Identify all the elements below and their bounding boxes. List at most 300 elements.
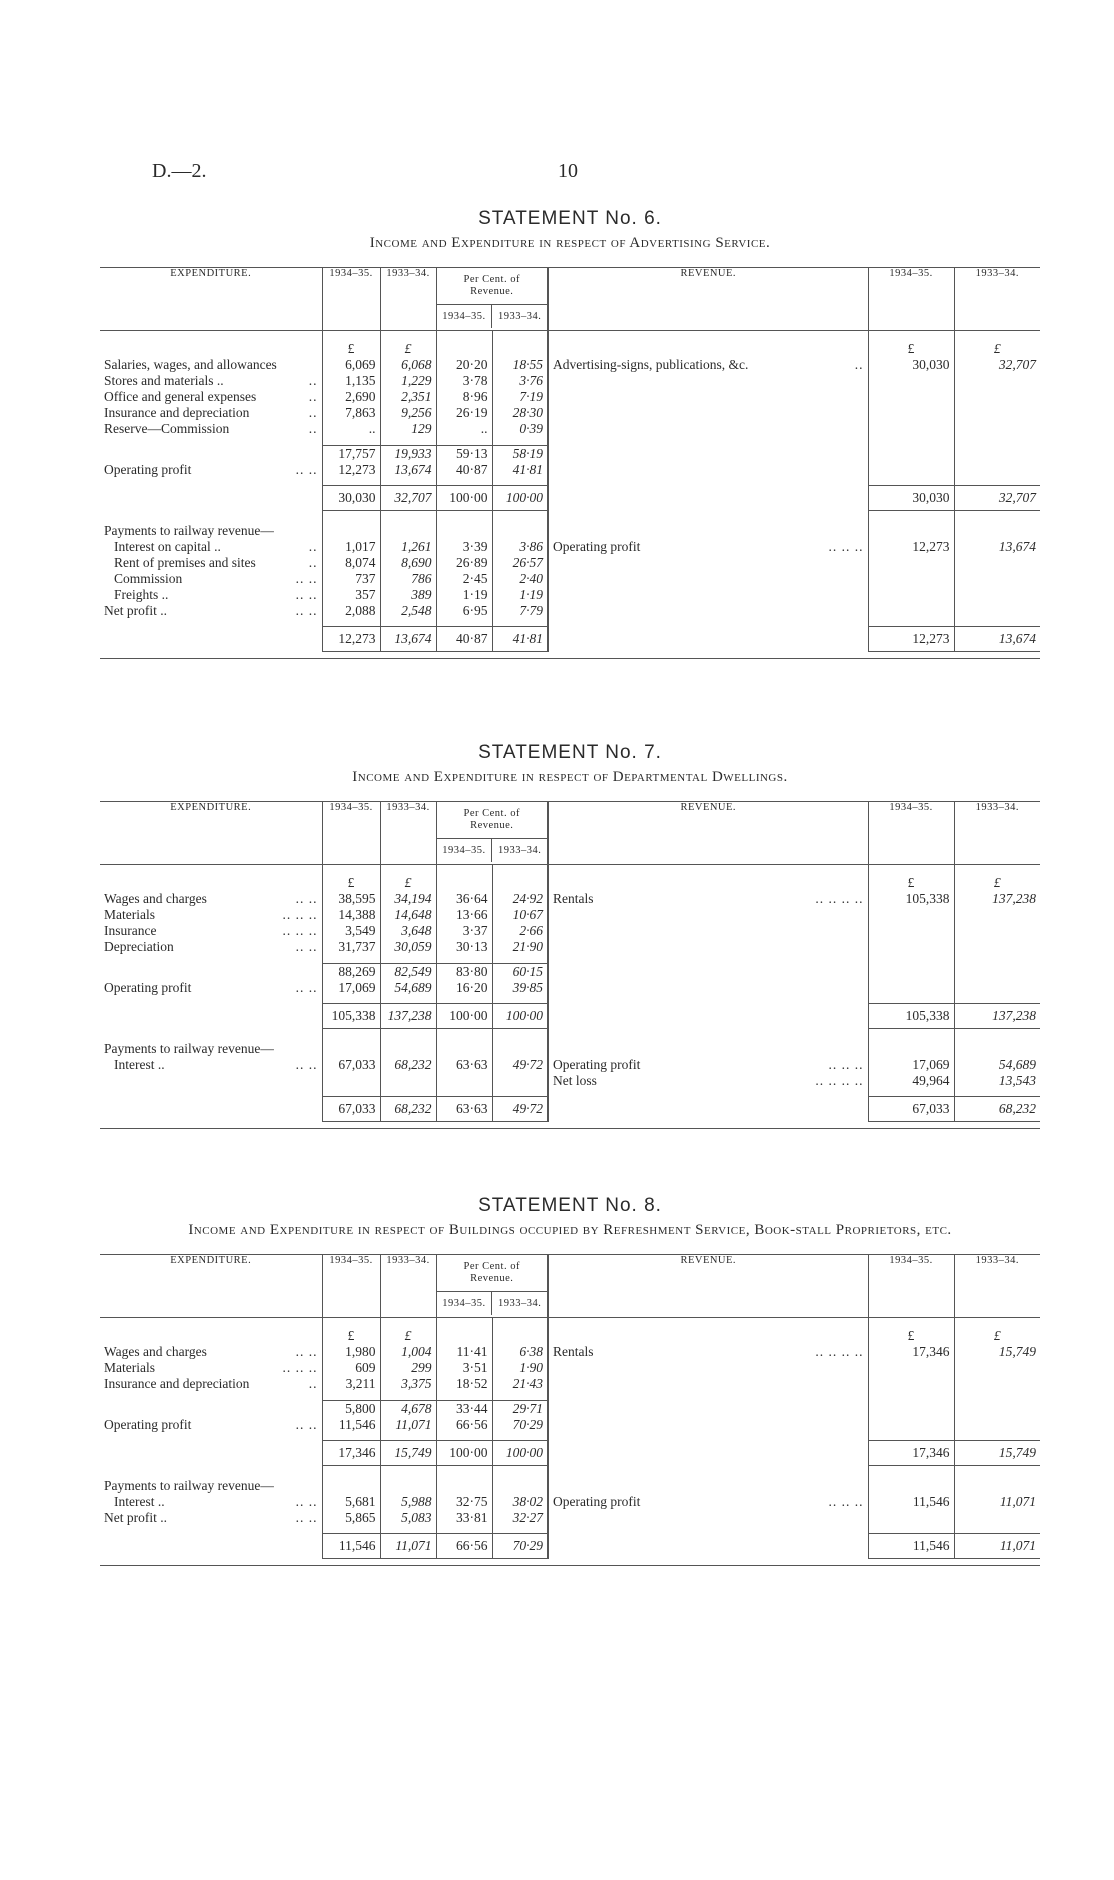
rev-value-b: 32,707	[954, 357, 1040, 373]
subtotal-a: 17,757	[322, 445, 380, 462]
table-row	[100, 1478, 1040, 1494]
leader-dots: ..	[308, 405, 318, 420]
pound-sign: £	[868, 875, 954, 891]
per-cent-label: Per Cent. of	[463, 1261, 520, 1272]
value-b: 389	[380, 587, 436, 603]
value-a: 7,863	[322, 405, 380, 421]
total-pct-a: 66·56	[436, 1534, 492, 1559]
pct-a: 3·78	[436, 373, 492, 389]
profit-pct-a: 40·87	[436, 462, 492, 478]
total-a: 11,546	[322, 1534, 380, 1559]
leader-dots: .. ..	[295, 1509, 318, 1525]
pct-b: 24·92	[492, 891, 548, 907]
pct-b: 7·79	[492, 603, 548, 619]
total-a: 30,030	[322, 486, 380, 511]
pound-sign: £	[322, 875, 380, 891]
profit-b: 11,071	[380, 1417, 436, 1433]
value-b: 129	[380, 421, 436, 437]
value-a: 67,033	[322, 1057, 380, 1073]
year-b-heading: 1933–34.	[380, 268, 436, 331]
year-a-heading: 1934–35.	[322, 268, 380, 331]
rev-value-b: 54,689	[954, 1057, 1040, 1073]
table-row	[100, 1057, 1040, 1073]
pct-year-a-heading: 1934–35.	[442, 845, 486, 856]
leader-dots: .. ..	[295, 602, 318, 618]
pound-sign: £	[322, 341, 380, 357]
pct-a: 8·96	[436, 389, 492, 405]
year-b-heading: 1933–34.	[380, 1255, 436, 1318]
value-a: 1,135	[322, 373, 380, 389]
value-a: 38,595	[322, 891, 380, 907]
table-row	[100, 523, 1040, 539]
pct-b: 1·90	[492, 1360, 548, 1376]
revenue-heading: REVENUE.	[548, 1255, 868, 1318]
value-a: 5,865	[322, 1510, 380, 1526]
pct-a: 33·81	[436, 1510, 492, 1526]
pct-a: ..	[436, 421, 492, 437]
revenue-label: Rentals	[553, 1344, 594, 1359]
per-cent-heading	[436, 268, 548, 331]
profit-a: 17,069	[322, 980, 380, 996]
value-b: 68,232	[380, 1057, 436, 1073]
expense-label: Net profit ..	[104, 602, 167, 618]
rev-total-a: 17,346	[868, 1441, 954, 1466]
rev-total-a: 12,273	[868, 627, 954, 652]
expense-label: Salaries, wages, and allowances	[104, 357, 277, 372]
expense-label: Insurance and depreciation	[104, 405, 250, 420]
value-a: 8,074	[322, 555, 380, 571]
table-row	[100, 421, 1040, 437]
expenditure-heading: EXPENDITURE.	[100, 802, 322, 865]
subtotal-a: 88,269	[322, 963, 380, 980]
table-row	[100, 1344, 1040, 1360]
rev-year-b-heading: 1933–34.	[954, 1255, 1040, 1318]
statement-title: STATEMENT No. 8.	[478, 1195, 662, 1216]
value-a: 609	[322, 1360, 380, 1376]
leader-dots: .. ..	[295, 586, 318, 602]
statement-title: STATEMENT No. 6.	[478, 208, 662, 229]
leader-dots: .. ..	[295, 1493, 318, 1509]
statement-table	[100, 1254, 1040, 1566]
rev-value-a: 12,273	[868, 539, 954, 555]
leader-dots: ..	[308, 538, 318, 554]
revenue-word: Revenue.	[470, 820, 514, 831]
value-b: 1,261	[380, 539, 436, 555]
value-b: 2,351	[380, 389, 436, 405]
table-row	[100, 1073, 1040, 1089]
subtotal-b: 82,549	[380, 963, 436, 980]
value-a: 14,388	[322, 907, 380, 923]
pound-sign: £	[380, 875, 436, 891]
total-row	[100, 1534, 1040, 1559]
table-row	[100, 571, 1040, 587]
table-row	[100, 1360, 1040, 1376]
leader-dots: .. .. ..	[282, 1360, 318, 1375]
pct-b: 21·90	[492, 939, 548, 955]
rev-total-b: 15,749	[954, 1441, 1040, 1466]
pound-sign: £	[868, 1328, 954, 1344]
profit-b: 13,674	[380, 462, 436, 478]
subtotal-row	[100, 1400, 1040, 1417]
value-b: 8,690	[380, 555, 436, 571]
pct-b: 49·72	[492, 1057, 548, 1073]
total-a: 105,338	[322, 1004, 380, 1029]
series-code: D.—2.	[152, 160, 207, 182]
pct-year-b-heading: 1933–34.	[491, 839, 547, 862]
expenditure-heading: EXPENDITURE.	[100, 1255, 322, 1318]
rev-value-a: 17,346	[868, 1344, 954, 1360]
pct-a: 3·37	[436, 923, 492, 939]
rev-value-a: 11,546	[868, 1494, 954, 1510]
rev-total-a: 11,546	[868, 1534, 954, 1559]
value-b: 30,059	[380, 939, 436, 955]
statement-8	[100, 1195, 1040, 1566]
operating-profit-row	[100, 980, 1040, 996]
rev-value-a: 30,030	[868, 357, 954, 373]
section-heading: Payments to railway revenue—	[104, 1477, 274, 1493]
table-row	[100, 1041, 1040, 1057]
pct-a: 3·39	[436, 539, 492, 555]
pct-b: 3·76	[492, 373, 548, 389]
table-header	[100, 268, 1040, 331]
value-a: ..	[322, 421, 380, 437]
per-cent-heading	[436, 1255, 548, 1318]
value-b: 1,229	[380, 373, 436, 389]
value-b: 2,548	[380, 603, 436, 619]
total-pct-b: 41·81	[492, 627, 548, 652]
rev-value-b: 137,238	[954, 891, 1040, 907]
statement-7	[100, 742, 1040, 1129]
value-b: 786	[380, 571, 436, 587]
statement-6	[100, 208, 1040, 659]
leader-dots: ..	[308, 1376, 318, 1391]
pct-a: 36·64	[436, 891, 492, 907]
table-header	[100, 802, 1040, 865]
profit-a: 12,273	[322, 462, 380, 478]
pound-sign: £	[954, 875, 1040, 891]
rev-total-b: 32,707	[954, 486, 1040, 511]
leader-dots: .. .. .. ..	[815, 891, 864, 906]
pct-b: 18·55	[492, 357, 548, 373]
total-b: 32,707	[380, 486, 436, 511]
subtotal-b: 4,678	[380, 1400, 436, 1417]
total-b: 15,749	[380, 1441, 436, 1466]
total-row	[100, 627, 1040, 652]
operating-profit-row	[100, 462, 1040, 478]
pct-b: 32·27	[492, 1510, 548, 1526]
expense-label: Insurance	[104, 923, 157, 938]
pct-b: 0·39	[492, 421, 548, 437]
rev-value-a: 105,338	[868, 891, 954, 907]
leader-dots: .. ..	[295, 1416, 318, 1432]
pct-b: 3·86	[492, 539, 548, 555]
total-row	[100, 1004, 1040, 1029]
subtotal-pct-a: 59·13	[436, 445, 492, 462]
pct-b: 6·38	[492, 1344, 548, 1360]
value-a: 6,069	[322, 357, 380, 373]
revenue-heading: REVENUE.	[548, 802, 868, 865]
pct-year-b-heading: 1933–34.	[491, 1292, 547, 1315]
total-a: 17,346	[322, 1441, 380, 1466]
pound-sign: £	[322, 1328, 380, 1344]
value-a: 2,088	[322, 603, 380, 619]
pct-b: 21·43	[492, 1376, 548, 1392]
leader-dots: ..	[308, 421, 318, 436]
expense-label: Reserve—Commission	[104, 421, 230, 436]
pound-sign: £	[868, 341, 954, 357]
pct-year-a-heading: 1934–35.	[442, 1298, 486, 1309]
pct-a: 30·13	[436, 939, 492, 955]
leader-dots: .. ..	[295, 461, 318, 477]
profit-pct-a: 66·56	[436, 1417, 492, 1433]
expense-label: Materials	[104, 1360, 155, 1375]
rev-year-b-heading: 1933–34.	[954, 268, 1040, 331]
subtotal-pct-b: 60·15	[492, 963, 548, 980]
pct-b: 10·67	[492, 907, 548, 923]
revenue-label: Operating profit	[553, 1493, 641, 1509]
expense-label: Stores and materials ..	[104, 373, 224, 388]
profit-pct-a: 16·20	[436, 980, 492, 996]
leader-dots: .. .. ..	[282, 907, 318, 922]
value-a: 2,690	[322, 389, 380, 405]
rev-total-a: 105,338	[868, 1004, 954, 1029]
subtotal-pct-a: 83·80	[436, 963, 492, 980]
revenue-label: Operating profit	[553, 1056, 641, 1072]
total-pct-b: 100·00	[492, 1441, 548, 1466]
revenue-label: Rentals	[553, 891, 594, 906]
pound-sign: £	[954, 341, 1040, 357]
subtotal-row	[100, 445, 1040, 462]
leader-dots: .. .. ..	[828, 1493, 864, 1509]
subtotal-row	[100, 963, 1040, 980]
subtotal-pct-b: 29·71	[492, 1400, 548, 1417]
total-b: 11,071	[380, 1534, 436, 1559]
table-row	[100, 907, 1040, 923]
total-pct-b: 100·00	[492, 486, 548, 511]
expense-label: Interest on capital ..	[114, 538, 221, 554]
pct-b: 26·57	[492, 555, 548, 571]
value-b: 5,083	[380, 1510, 436, 1526]
rev-year-a-heading: 1934–35.	[868, 1255, 954, 1318]
revenue-word: Revenue.	[470, 1273, 514, 1284]
expenditure-heading: EXPENDITURE.	[100, 268, 322, 331]
rev-value-b: 13,674	[954, 539, 1040, 555]
revenue-label: Advertising-signs, publications, &c.	[553, 357, 749, 372]
leader-dots: .. ..	[295, 570, 318, 586]
profit-label: Operating profit	[104, 979, 192, 995]
pct-a: 32·75	[436, 1494, 492, 1510]
expense-label: Materials	[104, 907, 155, 922]
pct-a: 18·52	[436, 1376, 492, 1392]
revenue-heading: REVENUE.	[548, 268, 868, 331]
profit-pct-b: 41·81	[492, 462, 548, 478]
total-pct-a: 40·87	[436, 627, 492, 652]
profit-pct-b: 70·29	[492, 1417, 548, 1433]
rev-total-b: 68,232	[954, 1097, 1040, 1122]
subtotal-a: 5,800	[322, 1400, 380, 1417]
total-pct-a: 100·00	[436, 1441, 492, 1466]
value-b: 34,194	[380, 891, 436, 907]
statement-table	[100, 801, 1040, 1129]
total-row	[100, 1441, 1040, 1466]
expense-label: Insurance and depreciation	[104, 1376, 250, 1391]
value-b: 3,375	[380, 1376, 436, 1392]
value-a: 357	[322, 587, 380, 603]
revenue-label: Operating profit	[553, 538, 641, 554]
expense-label: Office and general expenses	[104, 389, 257, 404]
pct-a: 1·19	[436, 587, 492, 603]
value-b: 5,988	[380, 1494, 436, 1510]
pct-b: 2·40	[492, 571, 548, 587]
value-b: 6,068	[380, 357, 436, 373]
operating-profit-row	[100, 1417, 1040, 1433]
leader-dots: ..	[308, 373, 318, 388]
year-a-heading: 1934–35.	[322, 1255, 380, 1318]
leader-dots: .. ..	[295, 891, 318, 906]
expense-label: Interest ..	[114, 1493, 165, 1509]
expense-label: Net profit ..	[104, 1509, 167, 1525]
expense-label: Interest ..	[114, 1056, 165, 1072]
per-cent-label: Per Cent. of	[463, 274, 520, 285]
table-row	[100, 891, 1040, 907]
leader-dots: .. ..	[295, 979, 318, 995]
profit-label: Operating profit	[104, 1416, 192, 1432]
pct-b: 38·02	[492, 1494, 548, 1510]
total-pct-b: 49·72	[492, 1097, 548, 1122]
rev-value-b: 13,543	[954, 1073, 1040, 1089]
subtotal-pct-b: 58·19	[492, 445, 548, 462]
pct-year-b-heading: 1933–34.	[491, 305, 547, 328]
value-a: 3,211	[322, 1376, 380, 1392]
table-row	[100, 405, 1040, 421]
year-a-heading: 1934–35.	[322, 802, 380, 865]
per-cent-heading	[436, 802, 548, 865]
value-b: 9,256	[380, 405, 436, 421]
table-row	[100, 587, 1040, 603]
value-b: 299	[380, 1360, 436, 1376]
rev-total-b: 137,238	[954, 1004, 1040, 1029]
leader-dots: ..	[308, 389, 318, 404]
section-heading: Payments to railway revenue—	[104, 1040, 274, 1056]
table-row	[100, 603, 1040, 619]
pct-a: 6·95	[436, 603, 492, 619]
table-row	[100, 939, 1040, 955]
profit-b: 54,689	[380, 980, 436, 996]
table-row	[100, 1510, 1040, 1526]
statement-title: STATEMENT No. 7.	[478, 742, 662, 763]
rev-year-a-heading: 1934–35.	[868, 802, 954, 865]
leader-dots: .. .. ..	[828, 538, 864, 554]
pct-a: 20·20	[436, 357, 492, 373]
expense-label: Rent of premises and sites	[114, 554, 256, 570]
pct-a: 11·41	[436, 1344, 492, 1360]
rev-total-b: 13,674	[954, 627, 1040, 652]
section-heading: Payments to railway revenue—	[104, 522, 274, 538]
rev-value-b: 15,749	[954, 1344, 1040, 1360]
leader-dots: .. ..	[295, 1344, 318, 1359]
leader-dots: .. .. ..	[282, 923, 318, 938]
table-row	[100, 389, 1040, 405]
rev-value-a: 17,069	[868, 1057, 954, 1073]
profit-pct-b: 39·85	[492, 980, 548, 996]
total-pct-a: 100·00	[436, 1004, 492, 1029]
total-row	[100, 1097, 1040, 1122]
total-b: 13,674	[380, 627, 436, 652]
statement-subtitle: Income and Expenditure in respect of Departmental Dwellings.	[352, 769, 788, 785]
total-row	[100, 486, 1040, 511]
statement-table	[100, 267, 1040, 659]
total-a: 12,273	[322, 627, 380, 652]
pct-a: 63·63	[436, 1057, 492, 1073]
expense-label: Freights ..	[114, 586, 169, 602]
pound-sign: £	[380, 1328, 436, 1344]
table-row	[100, 555, 1040, 571]
subtotal-pct-a: 33·44	[436, 1400, 492, 1417]
rev-total-a: 67,033	[868, 1097, 954, 1122]
pound-sign: £	[954, 1328, 1040, 1344]
statement-subtitle: Income and Expenditure in respect of Buildings occupied by Refreshment Service, Book-stall Proprietors, etc.	[188, 1222, 952, 1238]
table-row	[100, 373, 1040, 389]
total-a: 67,033	[322, 1097, 380, 1122]
leader-dots: .. .. .. ..	[815, 1072, 864, 1088]
table-row	[100, 923, 1040, 939]
pct-a: 26·89	[436, 555, 492, 571]
total-pct-b: 100·00	[492, 1004, 548, 1029]
rev-total-b: 11,071	[954, 1534, 1040, 1559]
total-pct-a: 63·63	[436, 1097, 492, 1122]
table-row	[100, 1494, 1040, 1510]
total-b: 68,232	[380, 1097, 436, 1122]
value-a: 31,737	[322, 939, 380, 955]
leader-dots: ..	[854, 357, 864, 372]
per-cent-label: Per Cent. of	[463, 808, 520, 819]
pct-a: 26·19	[436, 405, 492, 421]
pct-b: 2·66	[492, 923, 548, 939]
rev-year-b-heading: 1933–34.	[954, 802, 1040, 865]
page-number: 10	[558, 160, 578, 182]
value-a: 1,980	[322, 1344, 380, 1360]
value-a: 1,017	[322, 539, 380, 555]
pct-b: 28·30	[492, 405, 548, 421]
rev-year-a-heading: 1934–35.	[868, 268, 954, 331]
pct-a: 2·45	[436, 571, 492, 587]
value-a: 737	[322, 571, 380, 587]
profit-a: 11,546	[322, 1417, 380, 1433]
pct-a: 3·51	[436, 1360, 492, 1376]
expense-label: Wages and charges	[104, 891, 207, 906]
pct-b: 7·19	[492, 389, 548, 405]
table-row	[100, 539, 1040, 555]
value-a: 5,681	[322, 1494, 380, 1510]
table-header	[100, 1255, 1040, 1318]
pct-b: 1·19	[492, 587, 548, 603]
table-row	[100, 357, 1040, 373]
rev-value-b: 11,071	[954, 1494, 1040, 1510]
statement-subtitle: Income and Expenditure in respect of Advertising Service.	[369, 235, 771, 251]
leader-dots: ..	[308, 554, 318, 570]
value-a: 3,549	[322, 923, 380, 939]
value-b: 1,004	[380, 1344, 436, 1360]
pct-year-a-heading: 1934–35.	[442, 311, 486, 322]
value-b: 3,648	[380, 923, 436, 939]
table-row	[100, 1376, 1040, 1392]
total-pct-b: 70·29	[492, 1534, 548, 1559]
subtotal-b: 19,933	[380, 445, 436, 462]
revenue-word: Revenue.	[470, 286, 514, 297]
leader-dots: .. ..	[295, 1056, 318, 1072]
total-b: 137,238	[380, 1004, 436, 1029]
total-pct-a: 100·00	[436, 486, 492, 511]
